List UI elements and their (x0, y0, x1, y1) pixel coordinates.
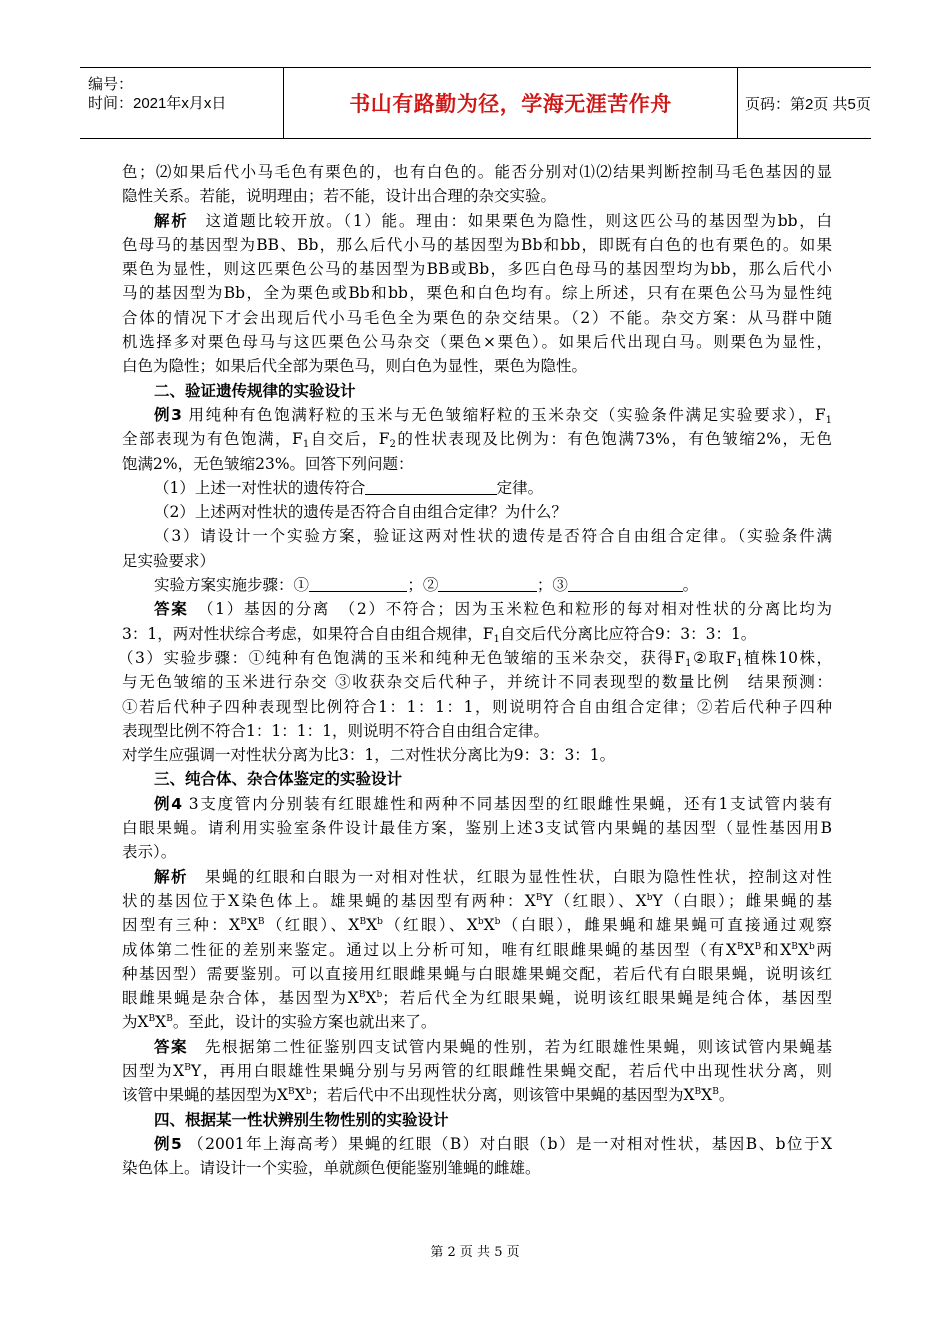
text-line (122, 233, 832, 257)
line-text: 机选择多对栗色母马与这匹栗色公马杂交（栗色×栗色）。如果后代出现白马。则栗色为显性， (122, 333, 832, 352)
line-text: （3）请设计一个实验方案，验证这两对性状的遗传是否符合自由组合定律。（实验条件满 (154, 527, 832, 546)
text-line (122, 743, 832, 767)
bold-label: 二、验证遗传规律的实验设计 (154, 381, 356, 400)
text-line (122, 1108, 832, 1132)
bold-label: 解析 (154, 211, 189, 230)
text-line (122, 889, 832, 913)
bold-label: 例4 (154, 794, 183, 813)
page-footer: 第 2 页 共 5 页 (430, 1245, 520, 1260)
text-line (122, 306, 832, 330)
header-motto: 书山有路勤为径，学海无涯苦作舟 (349, 92, 672, 116)
bold-label: 四、根据某一性状辨别生物性别的实验设计 (154, 1110, 449, 1129)
text-line (122, 452, 832, 476)
text-line (122, 379, 832, 403)
text-line (122, 1059, 832, 1083)
line-text: 先根据第二性征鉴别四支试管内果蝇的性别，若为红眼雄性果蝇，则该试管内果蝇基 (187, 1037, 832, 1056)
header-page-info: 页码：第2页 共5页 (745, 95, 871, 113)
text-line (122, 597, 832, 621)
bold-label: 解析 (154, 867, 188, 886)
line-text: 3支度管内分别装有红眼雄性和两种不同基因型的红眼雌性果蝇，还有1支试管内装有 (182, 794, 832, 813)
line-text: ①若后代种子四种表现型比例符合1：1：1：1，则说明符合自由组合定律；②若后代种子四种 (122, 697, 832, 716)
line-text: （3）实验步骤：①纯种有色饱满的玉米和纯种无色皱缩的玉米杂交，获得$F_1②$取$F_1$植株10株， (118, 648, 832, 669)
line-text: 眼雌果蝇是杂合体，基因型为$X^BX^b$；若后代全为红眼果蝇，说明该红眼果蝇是纯合体，基因型 (122, 989, 832, 1008)
line-text: 成体第二性征的差别来鉴定。通过以上分析可知，唯有红眼雌果蝇的基因型（有$X^BX^B$和$X^BX^b$两 (122, 940, 832, 959)
line-text: 合体的情况下才会出现后代小马毛色全为栗色的杂交结果。（2）不能。杂交方案：从马群中随 (122, 308, 832, 327)
text-line (122, 767, 832, 791)
line-text: 状的基因位于X染色体上。雄果蝇的基因型有两种：$X^BY$（红眼）、$X^bY$（白眼）；雌果蝇的基 (122, 891, 833, 910)
line-text: 为$X^BX^B$。至此，设计的实验方案也就出来了。 (122, 1013, 437, 1032)
text-line (122, 573, 832, 597)
line-text: 染色体上。请设计一个实验，单就颜色便能鉴别雏蝇的雌雄。 (122, 1159, 541, 1178)
text-line (122, 816, 832, 840)
text-line (122, 1132, 832, 1156)
header-motto-cell (283, 68, 738, 138)
line-text: 用纯种有色饱满籽粒的玉米与无色皱缩籽粒的玉米杂交（实验条件满足实验要求），$F_1$ (181, 405, 832, 426)
line-text: 对学生应强调一对性状分离为比3：1，二对性状分离比为9：3：3：1。 (122, 746, 616, 765)
line-text: （2001年上海高考）果蝇的红眼（B）对白眼（b）是一对相对性状，基因B、b位于X (181, 1134, 832, 1153)
line-text: 该管中果蝇的基因型为$X^BX^b$；若后代中不出现性状分离，则该管中果蝇的基因型为$X^BX^B$。 (122, 1086, 735, 1105)
text-line (122, 865, 832, 889)
text-line (122, 1083, 832, 1107)
line-text: （2）上述两对性状的遗传是否符合自由组合定律？为什么？ (154, 503, 567, 522)
line-text: 因型为$X^BY$，再用白眼雄性果蝇分别与另两管的红眼雌性果蝇交配，若后代中出现性状分离，则 (122, 1061, 832, 1080)
text-line (122, 938, 832, 962)
text-line (122, 986, 832, 1010)
header-time-label: 时间：2021年x月x日 (88, 95, 227, 112)
text-line (122, 670, 832, 694)
line-text: 表现型比例不符合1：1：1：1，则说明不符合自由组合定律。 (122, 721, 549, 740)
line-text: 3：1，两对性状综合考虑，如果符合自由组合规律，$F_1$自交后代分离比应符合9：3：3：1。 (122, 624, 757, 645)
text-line (122, 524, 832, 548)
text-line (122, 330, 832, 354)
line-text: 马的基因型为Bb，全为栗色或Bb和bb，栗色和白色均有。综上所述，只有在栗色公马为显性纯 (122, 284, 832, 303)
line-text: 全部表现为有色饱满，$F_1$自交后，$F_2$的性状表现及比例为：有色饱满73%，有色皱缩2%，无色 (122, 430, 832, 451)
line-text: （1）基因的分离 （2）不符合；因为玉米粒色和粒形的每对相对性状的分离比均为 (188, 600, 832, 619)
bold-label: 例5 (154, 1134, 182, 1153)
line-text: 因型有三种：$X^BX^B$（红眼）、$X^BX^b$（红眼）、$X^bX^b$（白眼），雌果蝇和雄果蝇可直接通过观察 (122, 916, 832, 935)
line-text: 色母马的基因型为BB、Bb，那么后代小马的基因型为Bb和bb，即既有白色的也有栗色的。如果 (122, 235, 832, 254)
text-line (122, 160, 832, 184)
line-text: 白色为隐性；如果后代全部为栗色马，则白色为显性，栗色为隐性。 (122, 357, 588, 376)
text-line (122, 1156, 832, 1180)
text-line (122, 209, 832, 233)
line-text: 饱满2%，无色皱缩23%。回答下列问题： (122, 454, 414, 473)
text-line (122, 792, 832, 816)
text-line (122, 500, 832, 524)
text-line (118, 646, 832, 670)
bold-label: 答案 (154, 1037, 188, 1056)
text-line (122, 962, 832, 986)
text-line (122, 354, 832, 378)
text-line (122, 427, 832, 451)
header-table (80, 67, 871, 139)
text-line (122, 403, 832, 427)
bold-label: 答案 (154, 600, 189, 619)
line-text: （1）上述一对性状的遗传符合 定律。 (154, 478, 544, 497)
text-line (122, 1035, 832, 1059)
line-text: 栗色为显性，则这匹栗色公马的基因型为BB或Bb，多匹白色母马的基因型均为bb，那么后代小 (122, 260, 832, 279)
line-text: 隐性关系。若能，说明理由；若不能，设计出合理的杂交实验。 (122, 187, 557, 206)
text-line (122, 257, 832, 281)
line-text: 种基因型）需要鉴别。可以直接用红眼雌果蝇与白眼雄果蝇交配，若后代有白眼果蝇，说明该红 (122, 964, 832, 983)
document-body (118, 160, 833, 1180)
text-line (122, 719, 832, 743)
line-text: 白眼果蝇。请利用实验室条件设计最佳方案，鉴别上述3支试管内果蝇的基因型（显性基因用B (122, 819, 832, 838)
line-text: 与无色皱缩的玉米进行杂交 ③收获杂交后代种子，并统计不同表现型的数量比例 结果预测： (122, 673, 832, 692)
line-text: 足实验要求） (122, 551, 216, 570)
text-line (122, 622, 832, 646)
text-line (122, 913, 832, 937)
text-line (122, 281, 832, 305)
line-text: 实验方案实施步骤：① ；② ；③ 。 (154, 576, 699, 595)
text-line (122, 184, 832, 208)
bold-label: 例3 (154, 405, 182, 424)
text-line (122, 1010, 832, 1034)
text-line (122, 840, 832, 864)
line-text: 这道题比较开放。（1）能。理由：如果栗色为隐性，则这匹公马的基因型为bb，白 (188, 211, 832, 230)
text-line (122, 695, 832, 719)
header-meta-cell (80, 68, 283, 138)
line-text: 色；⑵如果后代小马毛色有栗色的，也有白色的。能否分别对⑴⑵结果判断控制马毛色基因的显 (122, 163, 832, 181)
header-number-label: 编号： (88, 76, 134, 93)
text-line (122, 549, 832, 573)
line-text: 表示）。 (122, 843, 177, 862)
text-line (122, 476, 832, 500)
bold-label: 三、纯合体、杂合体鉴定的实验设计 (154, 770, 403, 789)
line-text: 果蝇的红眼和白眼为一对相对性状，红眼为显性性状，白眼为隐性性状，控制这对性 (187, 867, 832, 886)
